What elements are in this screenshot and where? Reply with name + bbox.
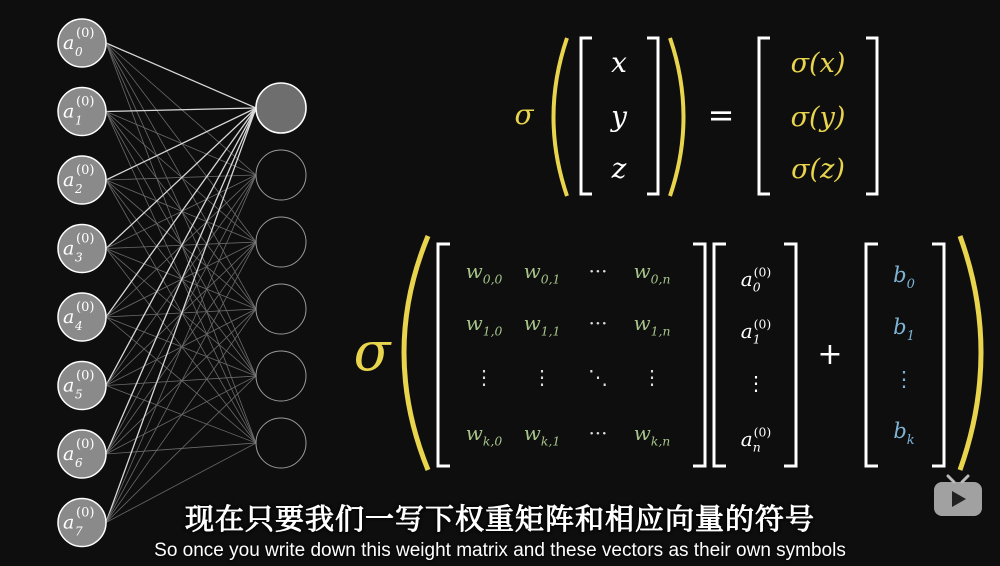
hidden-node-active [256, 83, 306, 133]
input-node [58, 293, 106, 341]
hidden-node [256, 418, 306, 468]
weight-cell: $w_{k,1}$ [523, 421, 561, 449]
hidden-node [256, 150, 306, 200]
edge [106, 376, 256, 454]
input-node-label: a [63, 237, 75, 260]
plus-sign: + [817, 337, 843, 372]
vector-z: z [611, 152, 627, 185]
weight-cell: $w_{k,n}$ [633, 421, 671, 449]
edge [106, 443, 256, 454]
vector-y: y [611, 100, 627, 133]
input-node-sup: (0) [76, 437, 95, 452]
top-sigma: σ [514, 98, 534, 131]
weight-cell: ⋱ [588, 365, 608, 389]
input-node-sub: 5 [75, 387, 83, 402]
edge [106, 108, 256, 523]
bias-cell: $b_0$ [893, 263, 915, 292]
input-node-label: a [63, 511, 75, 534]
result-sigma-z: σ(z) [791, 154, 845, 185]
hidden-layer [256, 83, 306, 468]
weight-cell: ⋮ [474, 365, 494, 389]
input-node [58, 362, 106, 410]
equals-sign: = [707, 96, 735, 134]
input-node-sup: (0) [76, 300, 95, 315]
bias-left-bracket [866, 244, 878, 466]
input-node-sup: (0) [76, 163, 95, 178]
top-equation [514, 38, 877, 196]
edge [106, 112, 256, 176]
input-node [58, 430, 106, 478]
weight-cell: $w_{1,1}$ [523, 311, 561, 339]
edge [106, 112, 256, 243]
weight-cell: $w_{1,n}$ [633, 311, 671, 339]
bilibili-tv-icon [930, 474, 986, 520]
top-vector-right-bracket [647, 38, 658, 194]
input-node [58, 88, 106, 136]
edge [106, 249, 256, 377]
activations-right-bracket [784, 244, 796, 466]
bottom-right-paren [960, 236, 981, 470]
weight-cell: ⋮ [642, 365, 662, 389]
activations-vector [741, 265, 771, 455]
top-vector-left-bracket [581, 38, 592, 194]
activations-left-bracket [714, 244, 726, 466]
input-node [58, 156, 106, 204]
bias-vector [893, 263, 915, 448]
subtitle-english: So once you write down this weight matrix and these vectors as their own symbols [154, 540, 846, 561]
weights-matrix [466, 259, 671, 449]
weight-cell: ··· [588, 311, 608, 335]
weight-cell: $w_{0,1}$ [523, 259, 561, 287]
network-edges [106, 43, 256, 523]
weight-cell: $w_{0,n}$ [633, 259, 671, 287]
input-layer [58, 19, 106, 547]
input-node-sub: 6 [75, 456, 83, 470]
bias-cell: $b_1$ [893, 315, 915, 344]
result-right-bracket [866, 38, 877, 194]
activation-cell: $a_0(0)$ [740, 264, 772, 295]
bias-cell: ⋮ [893, 367, 915, 391]
input-node-sup: (0) [76, 26, 95, 41]
top-left-paren [554, 38, 568, 196]
result-left-bracket [759, 38, 770, 194]
weights-right-bracket [693, 244, 705, 466]
input-node-sub: 2 [75, 182, 83, 196]
edge [106, 180, 256, 309]
weight-cell: $w_{0,0}$ [465, 259, 503, 287]
vector-x: x [611, 46, 627, 79]
input-node-sup: (0) [76, 231, 95, 247]
input-node-label: a [63, 443, 75, 465]
hidden-node [256, 284, 306, 334]
result-sigma-x: σ(x) [790, 48, 846, 79]
bias-cell: $b_k$ [893, 419, 915, 448]
bias-right-bracket [932, 244, 944, 466]
weights-left-bracket [438, 244, 450, 466]
subtitle-chinese: 现在只要我们一写下权重矩阵和相应向量的符号 [184, 502, 815, 536]
activation-cell: $a_n(0)$ [740, 424, 772, 455]
input-node-label: a [63, 306, 75, 328]
input-node-sub: 3 [75, 250, 83, 265]
weight-cell: $w_{1,0}$ [465, 311, 503, 339]
input-node-sup: (0) [76, 368, 95, 384]
weight-cell: ··· [588, 421, 608, 445]
bottom-sigma: σ [353, 320, 391, 383]
input-node [58, 19, 106, 67]
activation-cell: $a_1(0)$ [740, 316, 772, 347]
weight-cell: $w_{k,0}$ [465, 421, 503, 449]
input-node-label: a [63, 32, 75, 54]
input-node [58, 225, 106, 273]
input-node-sub: 7 [75, 524, 83, 539]
input-node-sup: (0) [76, 505, 95, 521]
input-node-sub: 4 [75, 319, 83, 333]
edge [106, 108, 256, 454]
result-sigma-y: σ(y) [790, 102, 846, 133]
input-node-label: a [63, 100, 75, 123]
input-node-label: a [63, 169, 75, 191]
activation-cell: ⋮ [746, 371, 766, 395]
bottom-equation [354, 236, 981, 470]
edge [106, 108, 256, 386]
edge [106, 309, 256, 523]
bottom-left-paren [404, 236, 428, 470]
top-right-paren [670, 38, 684, 196]
input-node-sub: 1 [75, 113, 83, 128]
input-node-sup: (0) [76, 94, 95, 110]
hidden-node [256, 217, 306, 267]
hidden-node [256, 351, 306, 401]
weight-cell: ⋮ [532, 365, 552, 389]
input-node-label: a [63, 374, 75, 397]
edge [106, 43, 256, 108]
weight-cell: ··· [588, 259, 608, 283]
input-node-sub: 0 [75, 45, 83, 59]
edge [106, 180, 256, 242]
